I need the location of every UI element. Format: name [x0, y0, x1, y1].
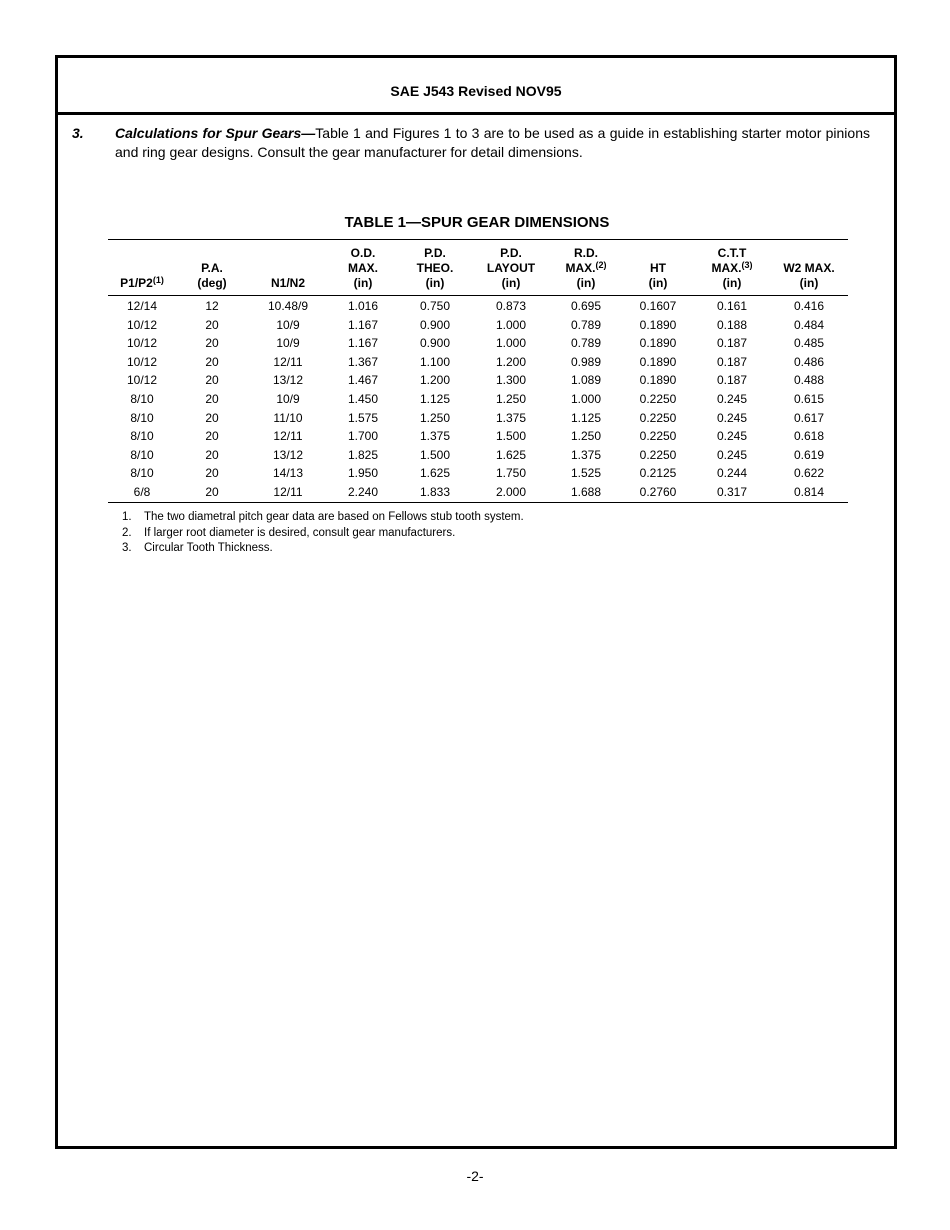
- table-cell: 0.2250: [639, 447, 677, 462]
- table-row: [108, 316, 848, 335]
- column-header-line: (in): [501, 276, 521, 290]
- table-cell: 0.488: [793, 373, 825, 388]
- table-row: [108, 371, 848, 390]
- table-cell: 14/13: [272, 466, 304, 481]
- table-cell: 0.622: [793, 466, 825, 481]
- table-row: [108, 446, 848, 465]
- table-cell: 0.814: [793, 484, 825, 499]
- table-note: [122, 526, 524, 542]
- table-note: [122, 510, 524, 526]
- table-cell: 1.100: [419, 354, 451, 369]
- table-notes: [122, 510, 524, 557]
- table-cell: 0.789: [570, 336, 602, 351]
- table-cell: 1.367: [347, 354, 379, 369]
- table-cell: 10/9: [276, 391, 300, 406]
- column-header-line: (in): [799, 276, 819, 290]
- column-header-line: C.T.T: [717, 246, 747, 260]
- column-header-line: (deg): [197, 276, 227, 290]
- column-header-line: THEO.: [416, 261, 454, 275]
- table-cell: 0.900: [419, 336, 451, 351]
- table-row: [108, 409, 848, 428]
- section-number: 3.: [72, 125, 84, 141]
- table-cell: 20: [205, 373, 219, 388]
- table-cell: 1.000: [570, 391, 602, 406]
- section-body: [115, 124, 870, 162]
- table-cell: 1.000: [495, 317, 527, 332]
- table-cell: 1.575: [347, 410, 379, 425]
- table-cell: 20: [205, 410, 219, 425]
- table-cell: 20: [205, 354, 219, 369]
- table-cell: 0.485: [793, 336, 825, 351]
- column-header-line: R.D.: [574, 246, 598, 260]
- table-cell: 0.873: [495, 299, 527, 313]
- column-header-line: N1/N2: [270, 276, 305, 290]
- column-header: [328, 240, 398, 296]
- table-note: [122, 541, 524, 557]
- footnote-ref: (3): [741, 260, 753, 270]
- table-cell: 0.416: [793, 299, 825, 313]
- table-cell: 8/10: [130, 391, 154, 406]
- table-body: [108, 296, 848, 503]
- table-cell: 20: [205, 391, 219, 406]
- table-cell: 12: [205, 299, 219, 313]
- table-cell: 1.000: [495, 336, 527, 351]
- table-header: [108, 240, 848, 296]
- table-cell: 0.617: [793, 410, 825, 425]
- table-cell: 10/12: [126, 336, 158, 351]
- note-number: 1.: [122, 511, 132, 523]
- footnote-ref: (2): [595, 260, 607, 270]
- table-cell: 0.187: [716, 336, 748, 351]
- table-title: TABLE 1—SPUR GEAR DIMENSIONS: [344, 214, 610, 231]
- table-cell: 0.484: [793, 317, 825, 332]
- table-cell: 0.2250: [639, 391, 677, 406]
- table-row: [108, 334, 848, 353]
- column-header: [176, 240, 248, 296]
- column-header: [622, 240, 694, 296]
- column-header-line: (in): [353, 276, 373, 290]
- table-cell: 1.450: [347, 391, 379, 406]
- table-cell: 12/14: [126, 299, 158, 313]
- table-cell: 8/10: [130, 429, 154, 444]
- section-text: Table 1 and Figures 1 to 3 are to be used as a guide in establishing starter motor pinions and ring gear designs. Consult the gear manufacturer for detail dimensions.: [115, 125, 870, 160]
- table-cell: 10/9: [276, 317, 300, 332]
- table-row: [108, 390, 848, 409]
- table-row: [108, 296, 848, 316]
- table-cell: 13/12: [272, 447, 304, 462]
- table-row: [108, 483, 848, 502]
- table-cell: 10.48/9: [267, 299, 309, 313]
- table-cell: 1.250: [419, 410, 451, 425]
- column-header-line: P.A.: [201, 261, 223, 275]
- column-header-line: (in): [576, 276, 596, 290]
- column-header-line: O.D.: [350, 246, 376, 260]
- section-title: Calculations for Spur Gears—: [115, 125, 316, 141]
- table-cell: 10/12: [126, 317, 158, 332]
- table-cell: 1.467: [347, 373, 379, 388]
- column-header-line: W2 MAX.: [783, 261, 835, 275]
- table-cell: 13/12: [272, 373, 304, 388]
- footnote-ref: (1): [152, 275, 164, 285]
- column-header-line: P.D.: [424, 246, 446, 260]
- table-cell: 0.486: [793, 354, 825, 369]
- table-cell: 20: [205, 336, 219, 351]
- table-cell: 1.825: [347, 447, 379, 462]
- table-cell: 10/12: [126, 373, 158, 388]
- column-header-line: (in): [425, 276, 445, 290]
- column-header-line: MAX.: [565, 261, 596, 275]
- table-cell: 0.188: [716, 317, 748, 332]
- table-cell: 8/10: [130, 410, 154, 425]
- table-cell: 1.700: [347, 429, 379, 444]
- table-cell: 0.989: [570, 354, 602, 369]
- table-cell: 1.125: [419, 391, 451, 406]
- table-cell: 1.200: [495, 354, 527, 369]
- table-cell: 1.167: [347, 317, 379, 332]
- table-cell: 0.2125: [639, 466, 677, 481]
- table-cell: 1.688: [570, 484, 602, 499]
- table-cell: 1.750: [495, 466, 527, 481]
- table-cell: 0.618: [793, 429, 825, 444]
- table-cell: 1.500: [495, 429, 527, 444]
- table-cell: 0.2760: [639, 484, 677, 499]
- note-text: The two diametral pitch gear data are based on Fellows stub tooth system.: [144, 511, 524, 523]
- table-cell: 2.240: [347, 484, 379, 499]
- table-cell: 1.375: [419, 429, 451, 444]
- table-row: [108, 464, 848, 483]
- table-cell: 0.245: [716, 410, 748, 425]
- table-cell: 1.089: [570, 373, 602, 388]
- table-cell: 20: [205, 317, 219, 332]
- table-cell: 12/11: [273, 484, 303, 499]
- column-header-line: P.D.: [500, 246, 522, 260]
- table-cell: 1.950: [347, 466, 379, 481]
- column-header: [694, 240, 770, 296]
- column-header: [398, 240, 472, 296]
- table-cell: 0.187: [716, 354, 748, 369]
- column-header: [550, 240, 622, 296]
- table-cell: 0.1890: [639, 354, 677, 369]
- table-cell: 0.900: [419, 317, 451, 332]
- table-header-row: [108, 240, 848, 296]
- table-cell: 0.187: [716, 373, 748, 388]
- column-header: [770, 240, 848, 296]
- note-text: If larger root diameter is desired, consult gear manufacturers.: [144, 526, 456, 539]
- table-cell: 0.619: [793, 447, 825, 462]
- table-cell: 1.016: [347, 299, 379, 313]
- column-header-line: (in): [722, 276, 742, 290]
- table-cell: 1.375: [570, 447, 602, 462]
- table-cell: 0.244: [716, 466, 748, 481]
- table-cell: 8/10: [130, 447, 154, 462]
- column-header-line: HT: [650, 261, 666, 275]
- page-frame: [55, 55, 897, 1149]
- table-cell: 2.000: [495, 484, 527, 499]
- table-cell: 0.789: [570, 317, 602, 332]
- table-cell: 20: [205, 429, 219, 444]
- table-cell: 10/9: [276, 336, 300, 351]
- table-cell: 10/12: [126, 354, 158, 369]
- table-row: [108, 353, 848, 372]
- table-cell: 1.375: [495, 410, 527, 425]
- column-header-line: MAX.: [711, 261, 742, 275]
- table-cell: 0.317: [716, 484, 748, 499]
- table-cell: 0.161: [716, 299, 748, 313]
- column-header-line: P1/P2: [120, 276, 153, 290]
- table-cell: 1.250: [570, 429, 602, 444]
- column-header: [108, 240, 176, 296]
- table-row: [108, 427, 848, 446]
- table-cell: 0.1890: [639, 317, 677, 332]
- column-header-line: MAX.: [348, 261, 378, 275]
- table-cell: 1.167: [347, 336, 379, 351]
- table-cell: 20: [205, 466, 219, 481]
- table-cell: 0.1607: [639, 299, 677, 313]
- table-cell: 0.1890: [639, 336, 677, 351]
- table-cell: 0.1890: [639, 373, 677, 388]
- column-header-line: LAYOUT: [486, 261, 536, 275]
- note-number: 2.: [122, 526, 132, 539]
- table-cell: 20: [205, 447, 219, 462]
- table-cell: 1.833: [419, 484, 451, 499]
- document-title: SAE J543 Revised NOV95: [390, 83, 562, 99]
- table-cell: 12/11: [273, 429, 303, 444]
- table-cell: 1.300: [495, 373, 527, 388]
- table-cell: 0.245: [716, 447, 748, 462]
- table-cell: 0.695: [570, 299, 602, 313]
- spur-gear-table: [108, 239, 848, 503]
- table-cell: 8/10: [130, 466, 154, 481]
- column-header: [248, 240, 328, 296]
- column-header: [472, 240, 550, 296]
- note-number: 3.: [122, 542, 132, 554]
- table-cell: 1.250: [495, 391, 527, 406]
- column-header-line: (in): [648, 276, 668, 290]
- table-cell: 0.2250: [639, 429, 677, 444]
- table-cell: 0.2250: [639, 410, 677, 425]
- table-cell: 11/10: [273, 410, 303, 425]
- table-cell: 1.200: [419, 373, 451, 388]
- document-header: [58, 58, 894, 115]
- table-cell: 1.125: [570, 410, 602, 425]
- page-number: -2-: [466, 1168, 484, 1184]
- table-cell: 1.500: [419, 447, 451, 462]
- table-cell: 6/8: [133, 484, 151, 499]
- table-cell: 1.525: [570, 466, 602, 481]
- table-cell: 0.615: [793, 391, 825, 406]
- note-text: Circular Tooth Thickness.: [144, 542, 273, 554]
- table-cell: 0.245: [716, 391, 748, 406]
- table-cell: 1.625: [419, 466, 451, 481]
- table-cell: 20: [205, 484, 219, 499]
- table-cell: 1.625: [495, 447, 527, 462]
- table-cell: 0.245: [716, 429, 748, 444]
- table-cell: 12/11: [273, 354, 303, 369]
- table-cell: 0.750: [419, 299, 451, 313]
